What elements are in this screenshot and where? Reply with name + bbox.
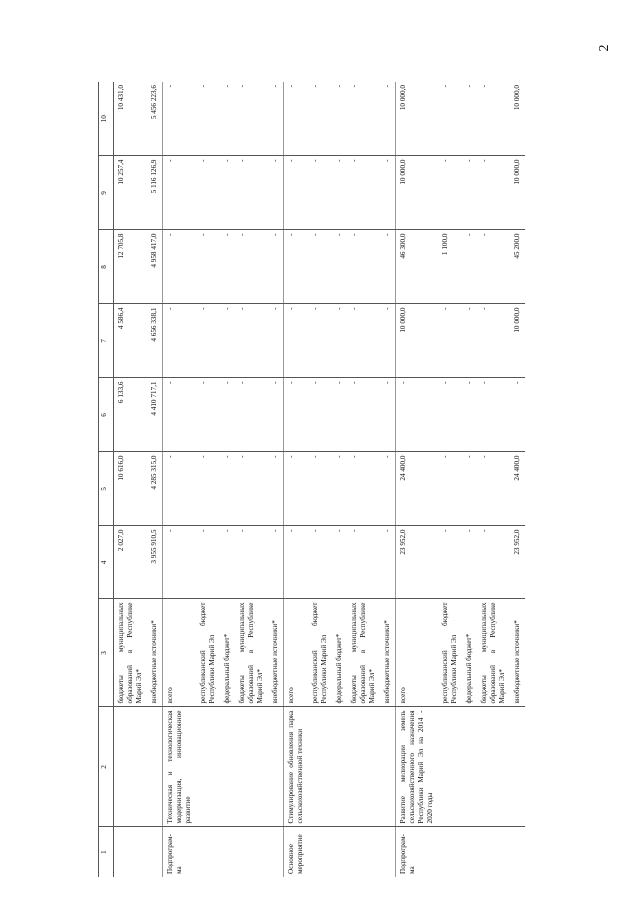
year-value-cell: - [438, 378, 462, 452]
rotated-landscape-page [98, 82, 578, 877]
year-value-cell: - [347, 304, 380, 378]
year-value-cell: - [380, 156, 396, 230]
year-value-cell: - [308, 526, 332, 599]
funding-source-cell: всего [396, 599, 439, 707]
year-value-cell: - [163, 452, 197, 526]
funding-source-cell: федеральный бюджет* [462, 599, 477, 707]
program-name-cell [332, 707, 347, 827]
program-status-cell [347, 827, 380, 877]
page-number: 2 [597, 44, 612, 52]
program-status-cell [462, 827, 477, 877]
program-name-cell: Техническая и технологическая модернизация, инновационное развитие [163, 707, 197, 827]
program-name-cell [235, 707, 268, 827]
table-row [332, 82, 347, 877]
year-value-cell: - [380, 82, 396, 156]
year-value-cell: - [163, 230, 197, 304]
year-value-cell: - [308, 156, 332, 230]
column-header: 3 [99, 599, 114, 707]
year-value-cell: 10 000,0 [396, 156, 439, 230]
year-value-cell: - [220, 230, 235, 304]
year-value-cell: - [347, 526, 380, 599]
budget-table [98, 82, 525, 877]
year-value-cell: - [284, 230, 309, 304]
program-status-cell [308, 827, 332, 877]
year-value-cell: - [477, 304, 510, 378]
funding-source-cell: бюджеты муниципальных образований в Республике Марий Эл* [347, 599, 380, 707]
year-value-cell: - [284, 526, 309, 599]
year-value-cell: - [268, 156, 284, 230]
table-row [347, 82, 380, 877]
year-value-cell: - [380, 230, 396, 304]
year-value-cell: - [477, 156, 510, 230]
column-header: 6 [99, 378, 114, 452]
year-value-cell: - [220, 526, 235, 599]
year-value-cell: 2 027,0 [114, 526, 148, 599]
year-value-cell: - [284, 378, 309, 452]
funding-source-cell: бюджеты муниципальных образований в Республике Марий Эл* [235, 599, 268, 707]
year-value-cell: - [380, 304, 396, 378]
funding-source-cell: всего [284, 599, 309, 707]
year-value-cell: - [438, 304, 462, 378]
year-value-cell: - [196, 156, 220, 230]
year-value-cell: - [510, 378, 525, 452]
year-value-cell: 46 300,0 [396, 230, 439, 304]
year-value-cell: - [196, 526, 220, 599]
year-value-cell: - [284, 82, 309, 156]
year-value-cell: - [477, 378, 510, 452]
year-value-cell: - [347, 82, 380, 156]
year-value-cell: 10 000,0 [396, 304, 439, 378]
year-value-cell: 5 116 126,9 [147, 156, 163, 230]
program-name-cell [308, 707, 332, 827]
funding-source-cell: внебюджетные источники* [380, 599, 396, 707]
program-status-cell: Подпрограм-ма [163, 827, 197, 877]
column-header: 7 [99, 304, 114, 378]
program-status-cell [147, 827, 163, 877]
table-row [510, 82, 525, 877]
column-header: 10 [99, 82, 114, 156]
year-value-cell: - [380, 526, 396, 599]
funding-source-cell: внебюджетные источники* [510, 599, 525, 707]
year-value-cell: 4 586,4 [114, 304, 148, 378]
year-value-cell: - [332, 526, 347, 599]
program-name-cell [462, 707, 477, 827]
year-value-cell: - [347, 452, 380, 526]
year-value-cell: - [268, 452, 284, 526]
year-value-cell: - [235, 156, 268, 230]
year-value-cell: - [477, 82, 510, 156]
year-value-cell: 10 000,0 [510, 304, 525, 378]
table-row [114, 82, 148, 877]
program-status-cell [510, 827, 525, 877]
funding-source-cell: республиканский бюджет Республики Марий Эл [196, 599, 220, 707]
column-header: 9 [99, 156, 114, 230]
year-value-cell: 10 431,0 [114, 82, 148, 156]
column-header: 4 [99, 526, 114, 599]
program-name-cell [477, 707, 510, 827]
year-value-cell: - [268, 82, 284, 156]
year-value-cell: - [163, 156, 197, 230]
table-row [308, 82, 332, 877]
year-value-cell: - [438, 526, 462, 599]
year-value-cell: - [462, 156, 477, 230]
year-value-cell: 4 958 417,0 [147, 230, 163, 304]
program-name-cell [438, 707, 462, 827]
year-value-cell: - [284, 156, 309, 230]
table-row [438, 82, 462, 877]
column-header: 2 [99, 707, 114, 827]
year-value-cell: - [347, 378, 380, 452]
year-value-cell: - [438, 452, 462, 526]
year-value-cell: - [380, 452, 396, 526]
program-status-cell [380, 827, 396, 877]
year-value-cell: - [268, 304, 284, 378]
program-name-cell: Стимулирование обновления парка сельскохозяйственной техники [284, 707, 309, 827]
year-value-cell: 3 955 910,5 [147, 526, 163, 599]
column-header: 1 [99, 827, 114, 877]
program-status-cell [235, 827, 268, 877]
program-name-cell [147, 707, 163, 827]
table-row [396, 82, 439, 877]
program-status-cell [220, 827, 235, 877]
table-row [220, 82, 235, 877]
column-header: 8 [99, 230, 114, 304]
program-status-cell [477, 827, 510, 877]
year-value-cell: 10 000,0 [396, 82, 439, 156]
year-value-cell: - [477, 230, 510, 304]
table-row [196, 82, 220, 877]
year-value-cell: - [308, 452, 332, 526]
table-body [114, 82, 526, 877]
year-value-cell: 1 100,0 [438, 230, 462, 304]
year-value-cell: - [380, 378, 396, 452]
year-value-cell: - [477, 452, 510, 526]
funding-source-cell: внебюджетные источники* [147, 599, 163, 707]
year-value-cell: - [235, 304, 268, 378]
year-value-cell: - [462, 82, 477, 156]
year-value-cell: 6 133,6 [114, 378, 148, 452]
year-value-cell: 5 456 223,6 [147, 82, 163, 156]
program-name-cell [510, 707, 525, 827]
year-value-cell: - [196, 230, 220, 304]
year-value-cell: - [438, 156, 462, 230]
year-value-cell: - [196, 378, 220, 452]
year-value-cell: - [284, 304, 309, 378]
table-row [380, 82, 396, 877]
year-value-cell: - [235, 452, 268, 526]
year-value-cell: - [396, 378, 439, 452]
program-status-cell: Подпрограм-ма [396, 827, 439, 877]
year-value-cell: - [163, 82, 197, 156]
year-value-cell: - [347, 230, 380, 304]
table-row [147, 82, 163, 877]
year-value-cell: 4 410 717,1 [147, 378, 163, 452]
program-status-cell [332, 827, 347, 877]
funding-source-cell: бюджеты муниципальных образований в Республике Марий Эл* [114, 599, 148, 707]
year-value-cell: 10 616,0 [114, 452, 148, 526]
year-value-cell: 4 285 315,0 [147, 452, 163, 526]
year-value-cell: - [462, 304, 477, 378]
funding-source-cell: всего [163, 599, 197, 707]
program-status-cell [196, 827, 220, 877]
funding-source-cell: федеральный бюджет* [332, 599, 347, 707]
year-value-cell: - [332, 82, 347, 156]
funding-source-cell: внебюджетные источники* [268, 599, 284, 707]
year-value-cell: - [235, 378, 268, 452]
program-status-cell [438, 827, 462, 877]
year-value-cell: 45 200,0 [510, 230, 525, 304]
funding-source-cell: республиканский бюджет Республики Марий Эл [308, 599, 332, 707]
year-value-cell: - [308, 82, 332, 156]
program-name-cell [196, 707, 220, 827]
table-row [284, 82, 309, 877]
year-value-cell: 10 000,0 [510, 82, 525, 156]
year-value-cell: - [220, 82, 235, 156]
year-value-cell: - [332, 378, 347, 452]
year-value-cell: - [332, 230, 347, 304]
year-value-cell: - [163, 378, 197, 452]
year-value-cell: 4 656 338,1 [147, 304, 163, 378]
table-row [268, 82, 284, 877]
year-value-cell: - [196, 304, 220, 378]
year-value-cell: - [347, 156, 380, 230]
year-value-cell: 24 400,0 [396, 452, 439, 526]
program-name-cell [220, 707, 235, 827]
year-value-cell: - [332, 156, 347, 230]
year-value-cell: - [196, 452, 220, 526]
year-value-cell: - [220, 452, 235, 526]
year-value-cell: - [163, 304, 197, 378]
table-row [235, 82, 268, 877]
year-value-cell: - [462, 452, 477, 526]
year-value-cell: 12 705,8 [114, 230, 148, 304]
program-status-cell [268, 827, 284, 877]
program-name-cell [380, 707, 396, 827]
year-value-cell: - [438, 82, 462, 156]
year-value-cell: 24 400,0 [510, 452, 525, 526]
column-header: 5 [99, 452, 114, 526]
year-value-cell: - [220, 378, 235, 452]
year-value-cell: - [332, 304, 347, 378]
year-value-cell: - [284, 452, 309, 526]
program-name-cell [268, 707, 284, 827]
funding-source-cell: республиканский бюджет Республики Марий Эл [438, 599, 462, 707]
year-value-cell: - [462, 230, 477, 304]
year-value-cell: - [308, 378, 332, 452]
year-value-cell: - [462, 378, 477, 452]
table-row [462, 82, 477, 877]
year-value-cell: - [220, 156, 235, 230]
year-value-cell: - [308, 230, 332, 304]
year-value-cell: - [308, 304, 332, 378]
year-value-cell: - [235, 82, 268, 156]
funding-source-cell: бюджеты муниципальных образований в Республике Марий Эл* [477, 599, 510, 707]
year-value-cell: 23 952,0 [396, 526, 439, 599]
table-row [163, 82, 197, 877]
year-value-cell: - [235, 526, 268, 599]
program-status-cell [114, 827, 148, 877]
table-row [477, 82, 510, 877]
year-value-cell: 23 952,0 [510, 526, 525, 599]
funding-source-cell: федеральный бюджет* [220, 599, 235, 707]
year-value-cell: 10 257,4 [114, 156, 148, 230]
year-value-cell: - [462, 526, 477, 599]
year-value-cell: - [235, 230, 268, 304]
year-value-cell: - [477, 526, 510, 599]
year-value-cell: - [268, 230, 284, 304]
year-value-cell: - [268, 526, 284, 599]
year-value-cell: - [268, 378, 284, 452]
program-name-cell: Развитие мелиорации земель сельскохозяйственного назначения Республики Марий Эл на 2014 - 2020 годы [396, 707, 439, 827]
year-value-cell: - [220, 304, 235, 378]
program-name-cell [347, 707, 380, 827]
column-number-header [99, 82, 114, 877]
year-value-cell: - [163, 526, 197, 599]
program-status-cell: Основное мероприятие [284, 827, 309, 877]
year-value-cell: - [196, 82, 220, 156]
program-name-cell [114, 707, 148, 827]
year-value-cell: - [332, 452, 347, 526]
year-value-cell: 10 000,0 [510, 156, 525, 230]
